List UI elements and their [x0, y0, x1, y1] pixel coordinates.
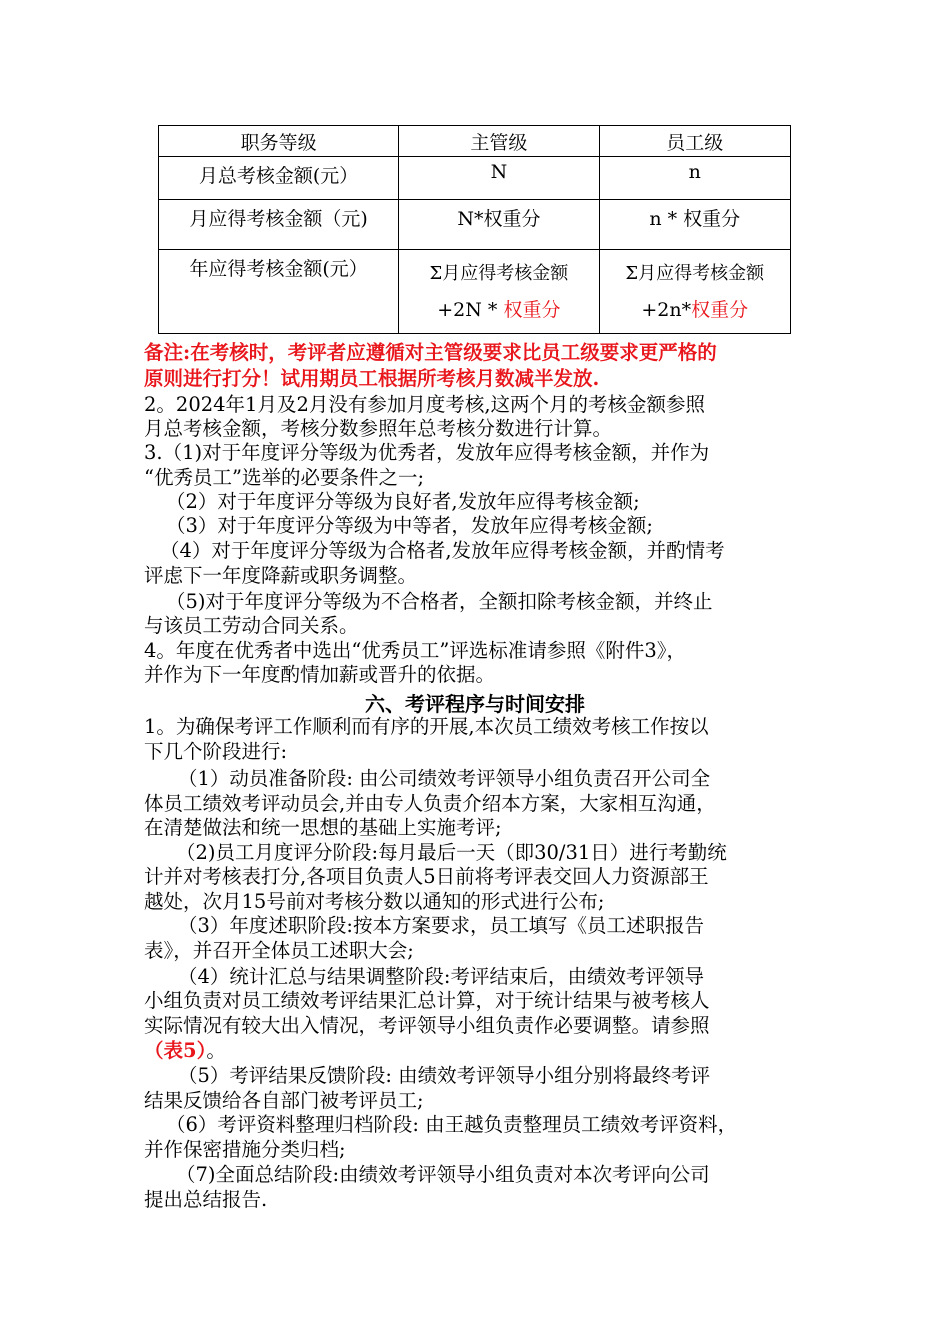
- paragraph-line: 结果反馈给各自部门被考评员工;: [144, 1089, 424, 1112]
- paragraph-line: （1）动员准备阶段: 由公司绩效考评领导小组负责召开公司全: [178, 767, 711, 790]
- section-heading: 六、考评程序与时间安排: [365, 692, 585, 716]
- paragraph-line: （3）对于年度评分等级为中等者，发放年应得考核金额;: [166, 514, 653, 537]
- paragraph-line: （4）统计汇总与结果调整阶段:考评结束后，由绩效考评领导: [178, 965, 704, 988]
- paragraph-line: 并作保密措施分类归档;: [144, 1138, 346, 1161]
- table-row-annual-due-manager: [399, 250, 599, 334]
- manager-sum-formula: Σ月应得考核金额: [429, 262, 569, 284]
- staff-sum-formula: Σ月应得考核金额: [625, 262, 765, 284]
- manager-add-term: +2N *: [437, 298, 498, 321]
- paragraph-line: 并作为下一年度酌情加薪或晋升的依据。: [144, 663, 496, 686]
- paragraph-line: 体员工绩效考评动员会,并由专人负责介绍本方案，大家相互沟通，: [144, 792, 716, 815]
- paragraph-line: （5)对于年度评分等级为不合格者，全额扣除考核金额，并终止: [166, 590, 713, 613]
- paragraph-line: 下几个阶段进行:: [144, 740, 288, 763]
- paragraph-line: 2。2024年1月及2月没有参加月度考核,这两个月的考核金额参照: [144, 393, 706, 416]
- paragraph-line: 实际情况有较大出入情况，考评领导小组负责作必要调整。请参照: [144, 1014, 710, 1037]
- table-header-manager: 主管级: [399, 126, 599, 157]
- paragraph-line: 在清楚做法和统一思想的基础上实施考评;: [144, 816, 502, 839]
- table-row-monthly-total-manager: N: [399, 157, 599, 200]
- paragraph-line: 1。为确保考评工作顺利而有序的开展,本次员工绩效考核工作按以: [144, 715, 709, 738]
- table-row-monthly-total-staff: n: [599, 157, 790, 200]
- staff-add-formula: [600, 292, 790, 328]
- table-row-annual-due-label: 年应得考核金额(元）: [159, 250, 399, 334]
- paragraph-line: 提出总结报告.: [144, 1188, 268, 1211]
- paragraph-line: 与该员工劳动合同关系。: [144, 614, 359, 637]
- table-row-monthly-due-staff: n * 权重分: [599, 200, 790, 250]
- table-reference: （表5）: [144, 1039, 207, 1062]
- paragraph-line: （2)员工月度评分阶段:每月最后一天（即30/31日）进行考勤统: [176, 841, 727, 864]
- table-header-staff: 员工级: [599, 126, 790, 157]
- paragraph-line: 评虑下一年度降薪或职务调整。: [144, 564, 418, 587]
- table-row-monthly-due-manager: N*权重分: [399, 200, 599, 250]
- table-row-monthly-due-label: 月应得考核金额（元): [159, 200, 399, 250]
- staff-weight-term: 权重分: [691, 298, 749, 321]
- table-header-grade: 职务等级: [159, 126, 399, 157]
- paragraph-line: 计并对考核表打分,各项目负责人5日前将考评表交回人力资源部王: [144, 865, 709, 888]
- paragraph-line: （7)全面总结阶段:由绩效考评领导小组负责对本次考评向公司: [176, 1163, 710, 1186]
- table-row-annual-due-staff: [599, 250, 790, 334]
- paragraph-line: 小组负责对员工绩效考评结果汇总计算，对于统计结果与被考核人: [144, 989, 710, 1012]
- paragraph-line: 表》，并召开全体员工述职大会;: [144, 939, 414, 962]
- paragraph-line: （6）考评资料整理归档阶段: 由王越负责整理员工绩效考评资料，: [166, 1113, 738, 1136]
- staff-add-term: +2n*: [641, 298, 692, 321]
- paragraph-line: （4）对于年度评分等级为合格者,发放年应得考核金额，并酌情考: [160, 539, 725, 562]
- remark-line-1: 备注:在考核时，考评者应遵循对主管级要求比员工级要求更严格的: [144, 341, 717, 364]
- paragraph-line: 越处，次月15号前对考核分数以通知的形式进行公布;: [144, 890, 605, 913]
- manager-weight-term: 权重分: [503, 298, 561, 321]
- paragraph-line: （5）考评结果反馈阶段: 由绩效考评领导小组分别将最终考评: [178, 1064, 711, 1087]
- paragraph-line: 4。年度在优秀者中选出“优秀员工”评选标准请参照《附件3》，: [144, 639, 687, 662]
- remark-line-2: 原则进行打分！试用期员工根据所考核月数减半发放.: [144, 367, 600, 390]
- paragraph-line: （2）对于年度评分等级为良好者,发放年应得考核金额;: [166, 490, 640, 513]
- assessment-amount-table: [158, 125, 791, 334]
- table-row-monthly-total-label: 月总考核金额(元）: [159, 157, 399, 200]
- paragraph-line: （3）年度述职阶段:按本方案要求，员工填写《员工述职报告: [178, 914, 704, 937]
- reference-tail: 。: [206, 1039, 226, 1062]
- paragraph-line: [144, 1038, 226, 1064]
- paragraph-line: 月总考核金额，考核分数参照年总考核分数进行计算。: [144, 417, 613, 440]
- paragraph-line: “优秀员工”选举的必要条件之一;: [144, 466, 425, 489]
- manager-add-formula: [399, 292, 598, 328]
- paragraph-line: 3.（1)对于年度评分等级为优秀者，发放年应得考核金额，并作为: [144, 441, 710, 464]
